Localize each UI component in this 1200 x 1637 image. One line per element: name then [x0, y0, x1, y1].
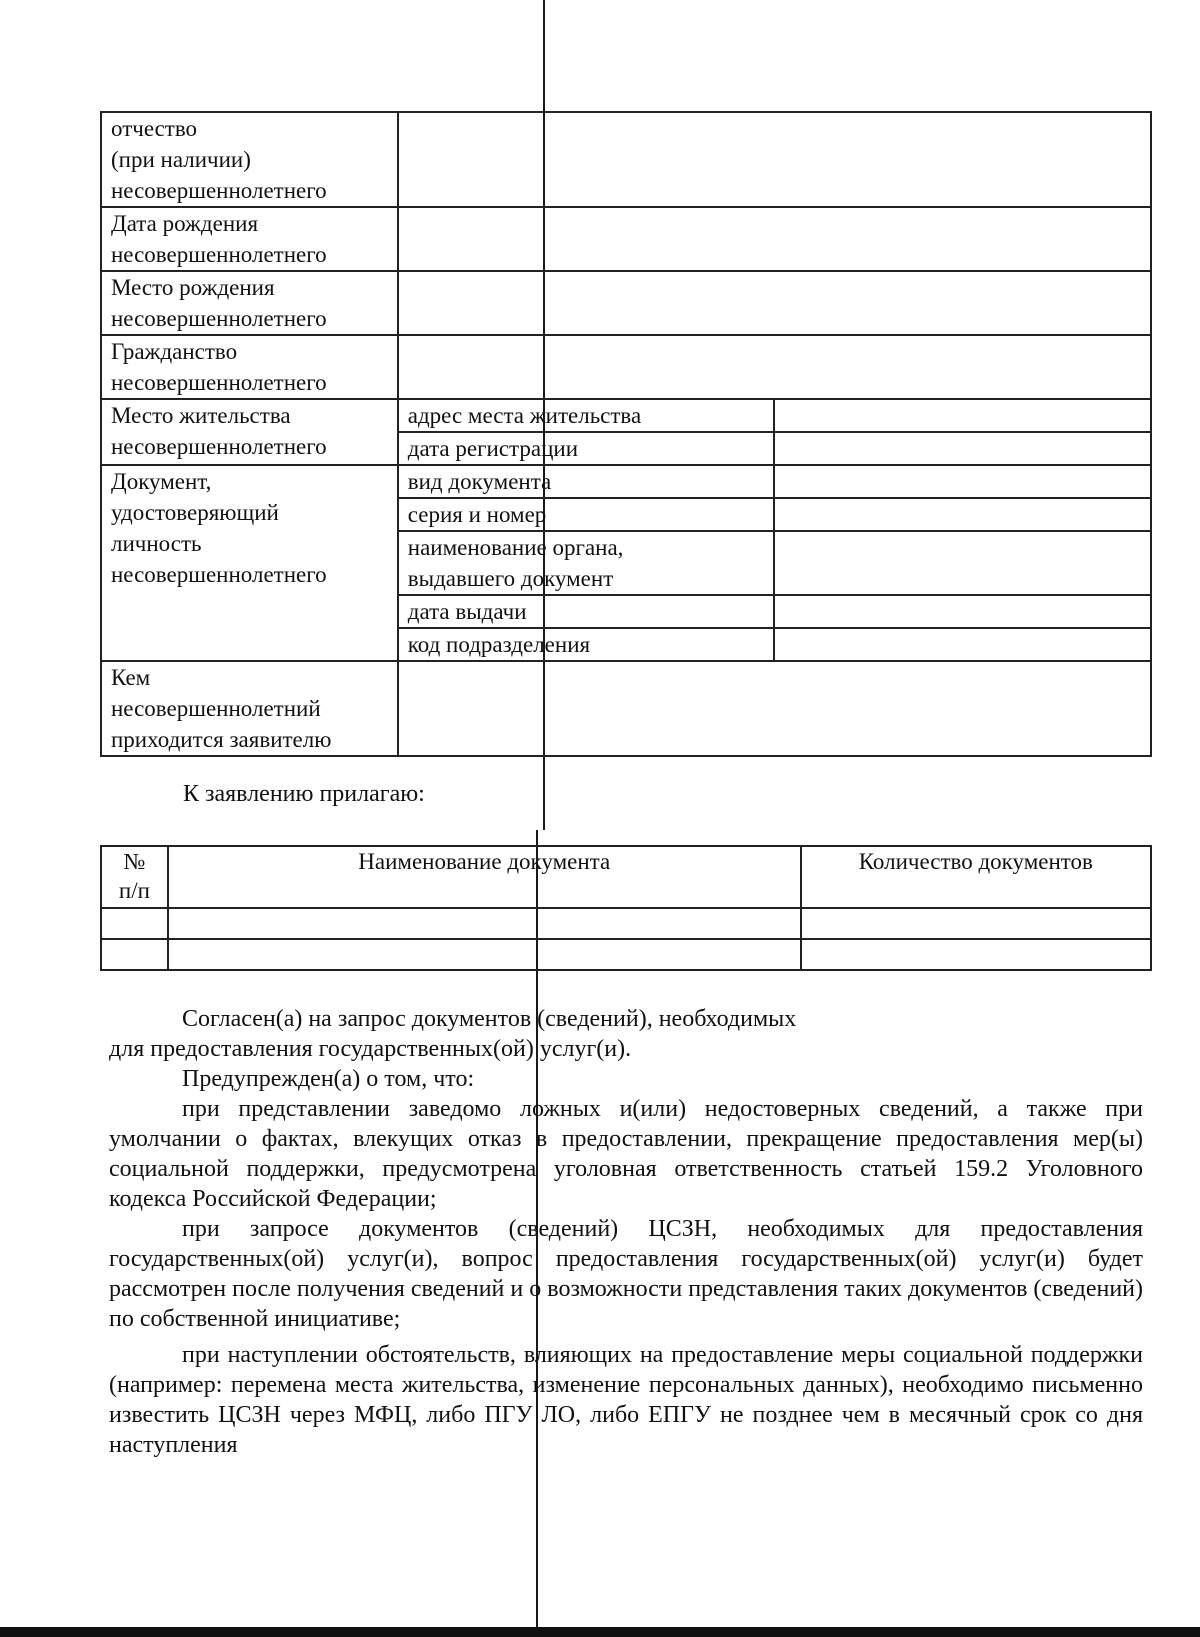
value-cell[interactable]	[774, 399, 1151, 432]
header-number: № п/п	[101, 846, 168, 908]
sub-label-division-code: код подразделения	[398, 628, 774, 661]
table-row	[101, 939, 1151, 970]
table-row	[101, 399, 1151, 432]
value-cell[interactable]	[398, 271, 1151, 335]
row-label-identity-document: Документ, удостоверяющий личность несовершеннолетнего	[101, 465, 398, 661]
sub-label-issuing-authority: наименование органа, выдавшего документ	[398, 531, 774, 595]
value-cell[interactable]	[774, 628, 1151, 661]
minor-info-table	[100, 111, 1152, 757]
sub-label-registration-date: дата регистрации	[398, 432, 774, 465]
sub-label-issue-date: дата выдачи	[398, 595, 774, 628]
attachments-table	[100, 845, 1152, 971]
consent-line-2: для предоставления государственных(ой) услуг(и).	[109, 1036, 632, 1062]
cell-document-count[interactable]	[801, 908, 1151, 939]
table-row	[101, 661, 1151, 756]
cell-document-name[interactable]	[168, 939, 801, 970]
cell-number[interactable]	[101, 939, 168, 970]
warning-paragraph-2: при запросе документов (сведений) ЦСЗН, необходимых для предоставления государственных(ой) услуг(и), вопрос предоставления государственных(ой) услуг(и) будет рассмотрен после получения сведений и о возможности представления таких документов (сведений) по собственной инициативе;	[109, 1216, 1143, 1332]
value-cell[interactable]	[774, 432, 1151, 465]
warning-intro: Предупрежден(а) о том, что:	[182, 1066, 475, 1092]
table-row	[101, 112, 1151, 207]
sub-label-series-number: серия и номер	[398, 498, 774, 531]
value-cell[interactable]	[774, 531, 1151, 595]
header-document-name: Наименование документа	[168, 846, 801, 908]
value-cell[interactable]	[398, 661, 1151, 756]
attachments-title: К заявлению прилагаю:	[183, 781, 425, 807]
row-label-patronymic: отчество (при наличии) несовершеннолетнего	[101, 112, 398, 207]
table-row	[101, 271, 1151, 335]
row-label-birth-place: Место рождения несовершеннолетнего	[101, 271, 398, 335]
row-label-citizenship: Гражданство несовершеннолетнего	[101, 335, 398, 399]
cell-number[interactable]	[101, 908, 168, 939]
row-label-relation: Кем несовершеннолетний приходится заявителю	[101, 661, 398, 756]
sub-label-address: адрес места жительства	[398, 399, 774, 432]
table-row	[101, 465, 1151, 498]
cell-document-count[interactable]	[801, 939, 1151, 970]
sub-label-document-type: вид документа	[398, 465, 774, 498]
warning-paragraph-3: при наступлении обстоятельств, влияющих на предоставление меры социальной поддержки (например: перемена места жительства, изменение персональных данных), необходимо письменно известить ЦСЗН через МФЦ, либо ПГУ ЛО, либо ЕПГУ не позднее чем в месячный срок со дня наступления	[109, 1342, 1143, 1458]
scan-bottom-edge	[0, 1627, 1200, 1637]
value-cell[interactable]	[774, 465, 1151, 498]
table-row	[101, 207, 1151, 271]
statement-text	[109, 1004, 1143, 1460]
value-cell[interactable]	[398, 207, 1151, 271]
warning-paragraph-1: при представлении заведомо ложных и(или) недостоверных сведений, а также при умолчании о фактах, влекущих отказ в предоставлении, прекращение предоставления мер(ы) социальной поддержки, предусмотрена уголовная ответственность статьей 159.2 Уголовного кодекса Российской Федерации;	[109, 1096, 1143, 1212]
row-label-residence: Место жительства несовершеннолетнего	[101, 399, 398, 465]
table-row	[101, 908, 1151, 939]
value-cell[interactable]	[398, 335, 1151, 399]
table-row	[101, 335, 1151, 399]
consent-line-1: Согласен(а) на запрос документов (сведений), необходимых	[182, 1006, 797, 1032]
cell-document-name[interactable]	[168, 908, 801, 939]
header-document-count: Количество документов	[801, 846, 1151, 908]
value-cell[interactable]	[774, 595, 1151, 628]
value-cell[interactable]	[774, 498, 1151, 531]
row-label-birth-date: Дата рождения несовершеннолетнего	[101, 207, 398, 271]
value-cell[interactable]	[398, 112, 1151, 207]
table-header-row	[101, 846, 1151, 908]
